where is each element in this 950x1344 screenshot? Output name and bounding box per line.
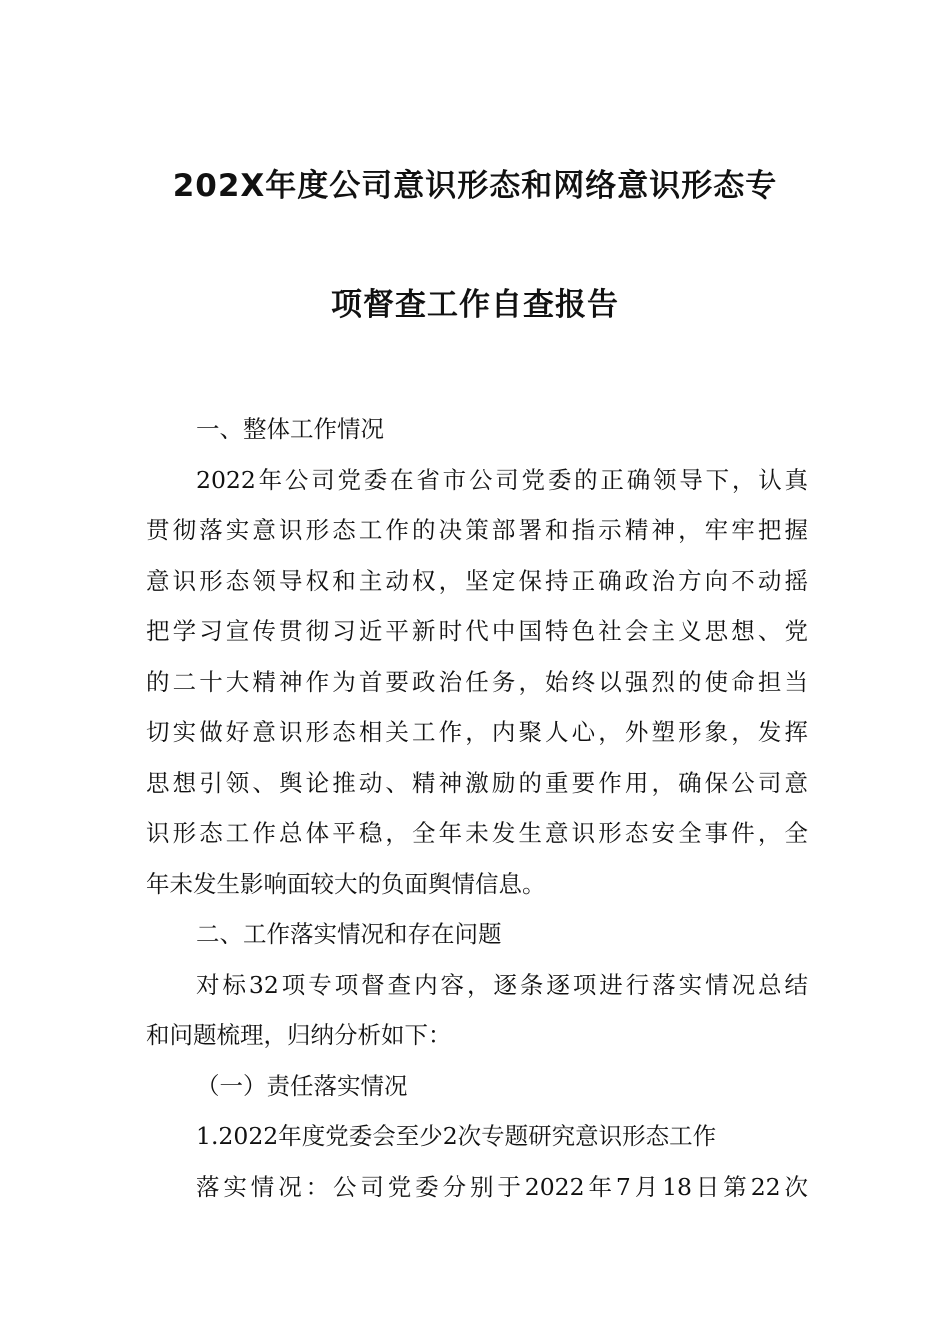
paragraph-line: 把学习宣传贯彻习近平新时代中国特色社会主义思想、党 (146, 617, 808, 645)
paragraph-line: 贯彻落实意识形态工作的决策部署和指示精神，牢牢把握 (146, 516, 808, 544)
paragraph-line: 2022年公司党委在省市公司党委的正确领导下，认真 (196, 465, 808, 494)
paragraph-line: 落实情况：公司党委分别于2022年7月18日第22次 (196, 1172, 808, 1201)
document-title-line-2: 项督查工作自查报告 (331, 287, 619, 323)
subsection-heading-responsibility: （一）责任落实情况 (196, 1071, 408, 1100)
item-heading: 1.2022年度党委会至少2次专题研究意识形态工作 (196, 1122, 717, 1150)
section-heading-implementation: 二、工作落实情况和存在问题 (196, 920, 502, 948)
section-heading-overall: 一、整体工作情况 (196, 415, 384, 443)
paragraph-line: 和问题梳理，归纳分析如下： (146, 1021, 452, 1049)
paragraph-line: 意识形态领导权和主动权，坚定保持正确政治方向不动摇 (146, 566, 808, 595)
paragraph-line: 的二十大精神作为首要政治任务，始终以强烈的使命担当 (146, 667, 808, 696)
document-body (146, 404, 808, 1212)
paragraph-line: 识形态工作总体平稳，全年未发生意识形态安全事件，全 (146, 819, 808, 847)
paragraph-line: 切实做好意识形态相关工作，内聚人心，外塑形象，发挥 (146, 718, 808, 746)
document-title-line-1: 202X年度公司意识形态和网络意识形态专 (172, 168, 778, 204)
paragraph-line: 年未发生影响面较大的负面舆情信息。 (146, 869, 546, 898)
paragraph-line: 思想引领、舆论推动、精神激励的重要作用，确保公司意 (146, 768, 808, 797)
paragraph-line: 对标32项专项督查内容，逐条逐项进行落实情况总结 (196, 970, 808, 999)
